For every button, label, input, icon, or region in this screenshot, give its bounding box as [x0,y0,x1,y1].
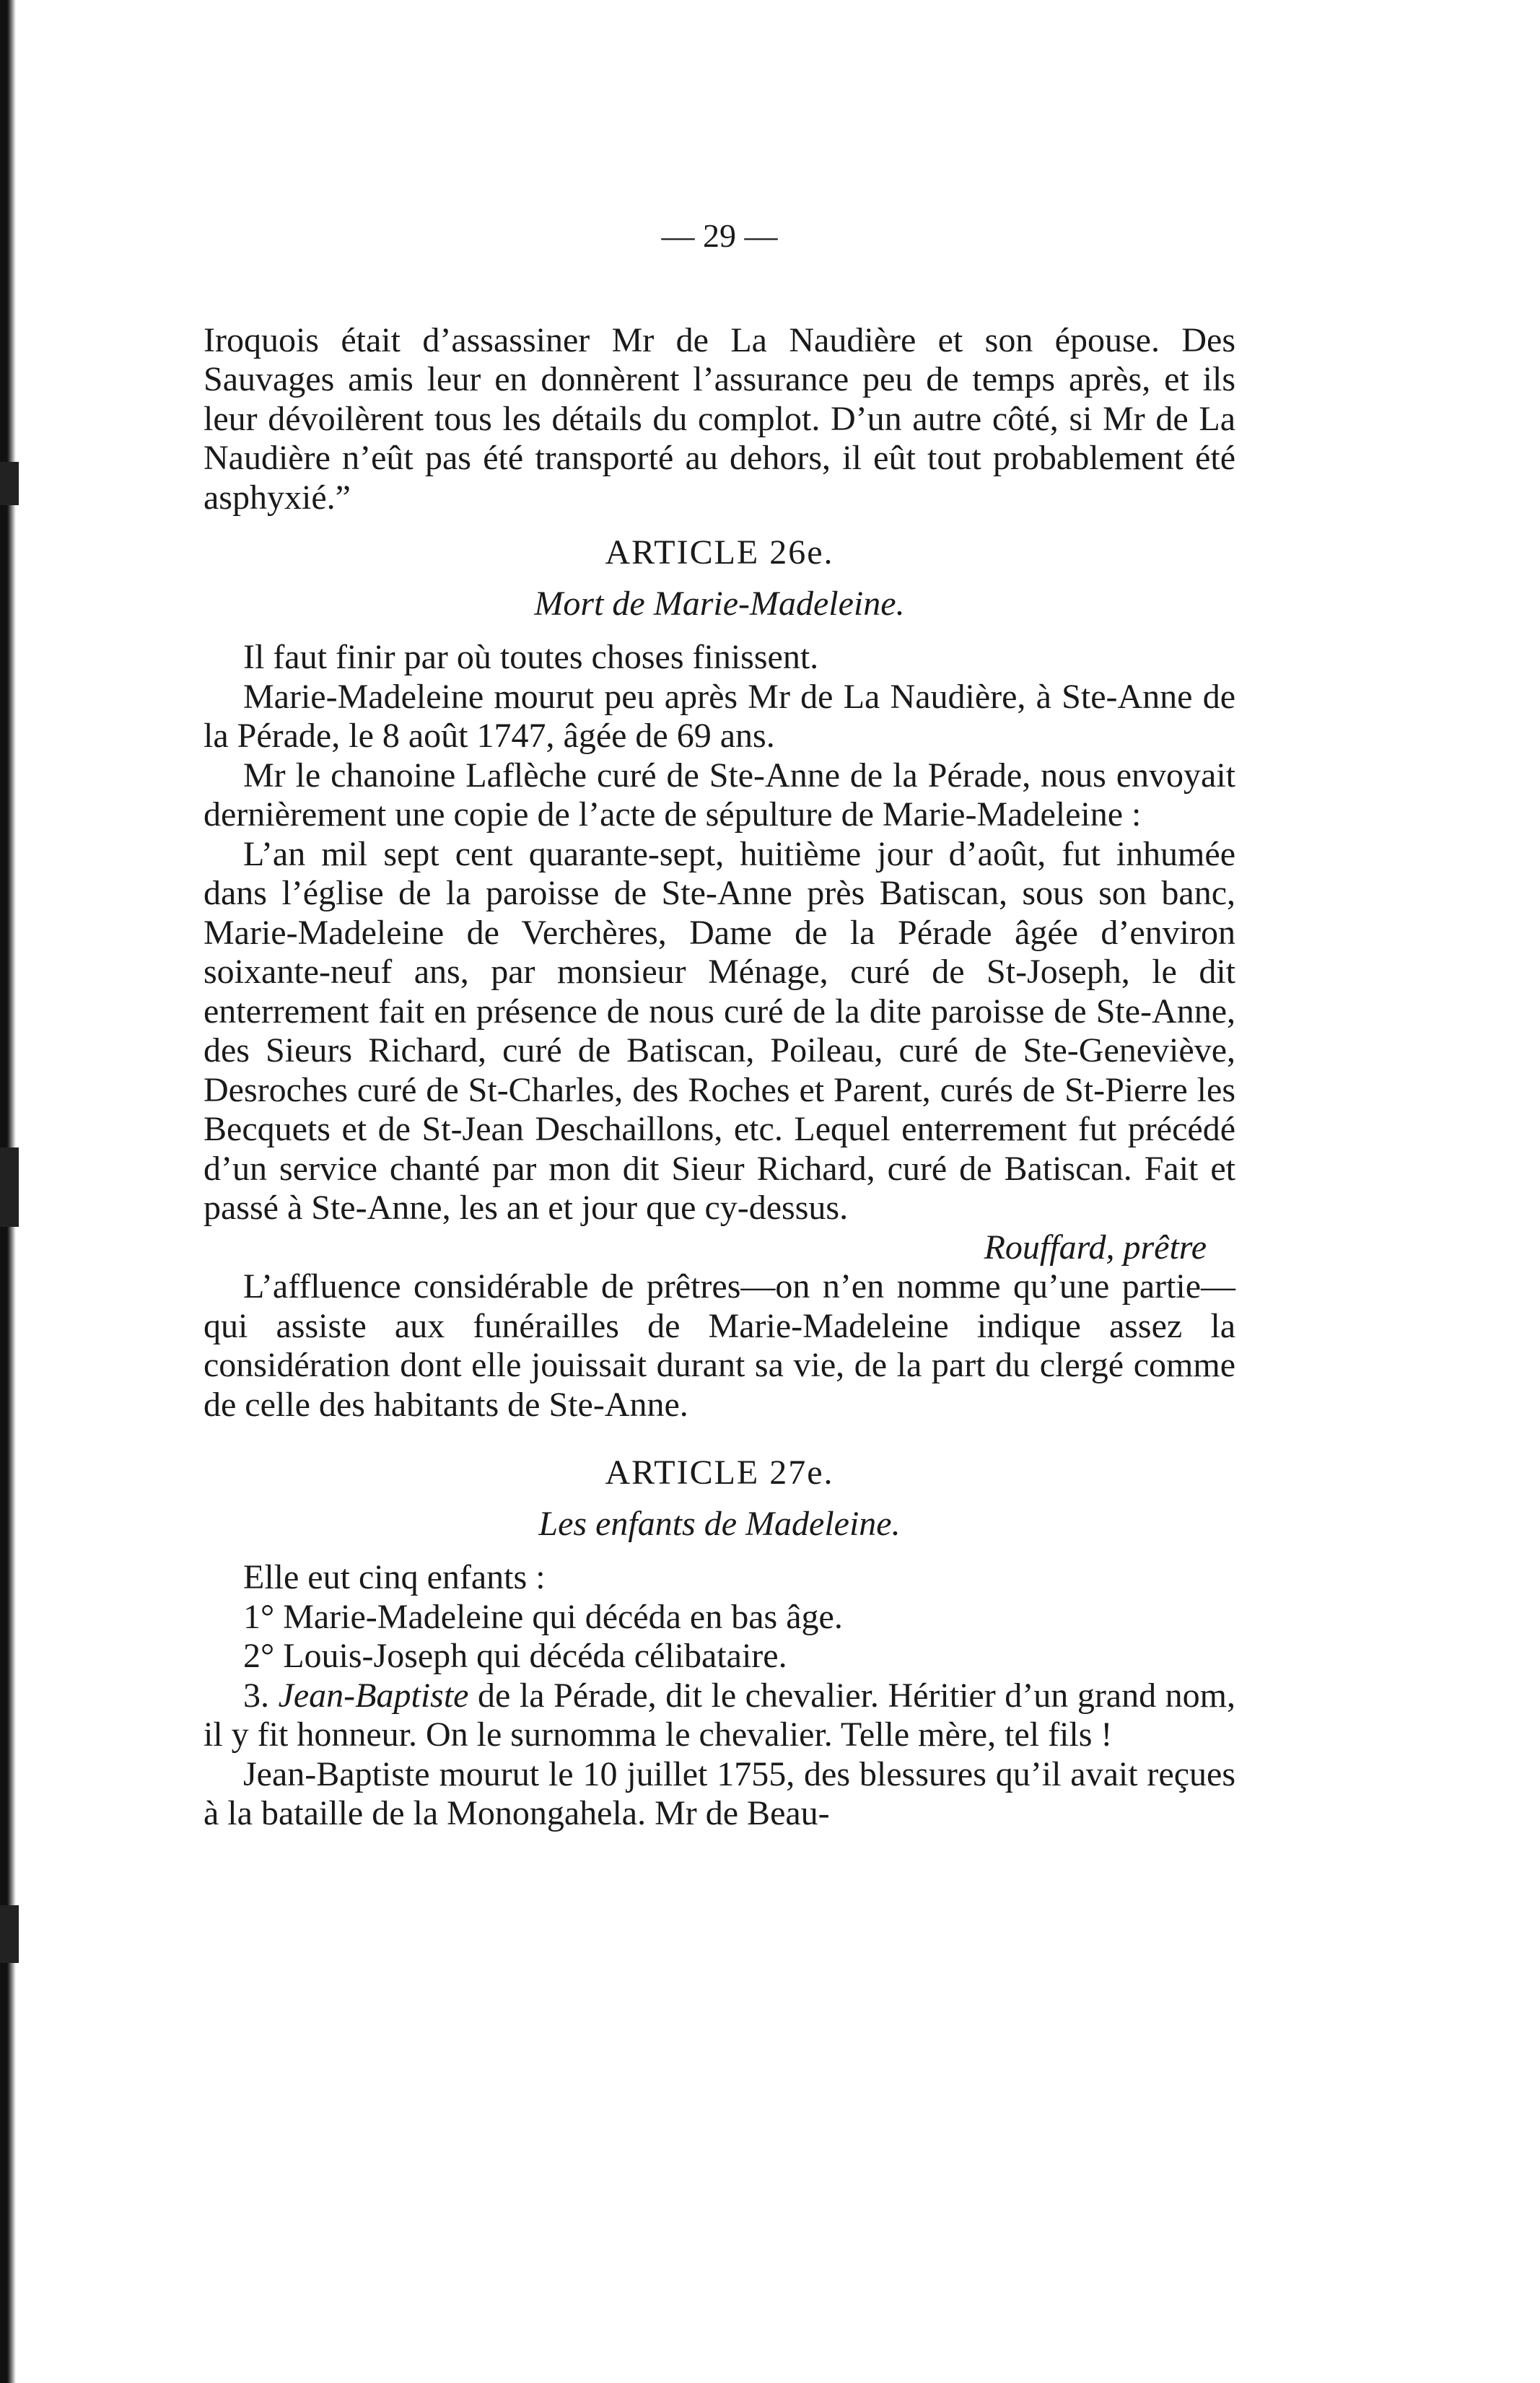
children-list [204,1598,1235,1755]
paragraph: L’affluence considérable de prêtres—on n’en nomme qu’une partie—qui assiste aux funérailles de Marie-Madeleine indique assez la considération dont elle jouissait durant sa vie, de la part du clergé comme de celle des habitants de Ste-Anne. [204,1267,1235,1424]
scan-edge-mark [0,1147,19,1227]
page-number: — 29 — [661,217,778,254]
paragraph-continued: Iroquois était d’assassiner Mr de La Naudière et son épouse. Des Sauvages amis leur en donnèrent l’assurance peu de temps après, et ils leur dévoilèrent tous les détails du complot. D’un autre côté, si Mr de La Naudière n’eût pas été transporté au dehors, il eût tout probablement été asphyxié.” [204,320,1235,517]
paragraph: Il faut finir par où toutes choses finissent. [243,638,819,676]
paragraph: Jean-Baptiste mourut le 10 juillet 1755, des blessures qu’il avait reçues à la bataille de la Monongahela. Mr de Beau- [204,1754,1235,1832]
paragraph: Elle eut cinq enfants : [243,1558,546,1596]
article-27-heading: ARTICLE 27e. [605,1453,834,1492]
article-26-heading: ARTICLE 26e. [605,533,834,572]
list-item: 2° Louis-Joseph qui décéda célibataire. [243,1637,787,1675]
article-26-subheading: Mort de Marie-Madeleine. [534,584,905,623]
paragraph: Mr le chanoine Laflèche curé de Ste-Anne de la Pérade, nous envoyait dernièrement une copie de l’acte de sépulture de Marie-Madeleine : [204,756,1235,834]
scan-edge-mark [0,1905,19,1963]
burial-act-quote: L’an mil sept cent quarante-sept, huitième jour d’août, fut inhumée dans l’église de la paroisse de Ste-Anne près Batiscan, sous son banc, Marie-Madeleine de Verchères, Dame de la Pérade âgée d’environ soixante-neuf ans, par monsieur Ménage, curé de St-Joseph, le dit enterrement fait en présence de nous curé de la dite paroisse de Ste-Anne, des Sieurs Richard, curé de Batiscan, Poileau, curé de Ste-Geneviève, Desroches curé de St-Charles, des Roches et Parent, curés de St-Pierre les Becquets et de St-Jean Deschaillons, etc. Lequel enterrement fut précédé d’un service chanté par mon dit Sieur Richard, curé de Batiscan. Fait et passé à Ste-Anne, les an et jour que cy-dessus. [204,834,1235,1227]
child-name: Jean-Baptiste [278,1676,469,1715]
list-item [204,1676,1235,1755]
book-page [204,217,1235,1834]
signature: Rouffard, prêtre [984,1228,1207,1267]
scan-edge-mark [0,462,19,505]
list-item-text: de la Pérade, dit le chevalier. Héritier d’un grand nom, il y fit honneur. On le surnomma le chevalier. Telle mère, tel fils ! [204,1676,1236,1754]
list-item-number: 3. [243,1676,279,1715]
article-27-subheading: Les enfants de Madeleine. [538,1504,901,1543]
paragraph: Marie-Madeleine mourut peu après Mr de La Naudière, à Ste-Anne de la Pérade, le 8 août 1747, âgée de 69 ans. [204,677,1235,755]
list-item: 1° Marie-Madeleine qui décéda en bas âge. [243,1597,843,1636]
